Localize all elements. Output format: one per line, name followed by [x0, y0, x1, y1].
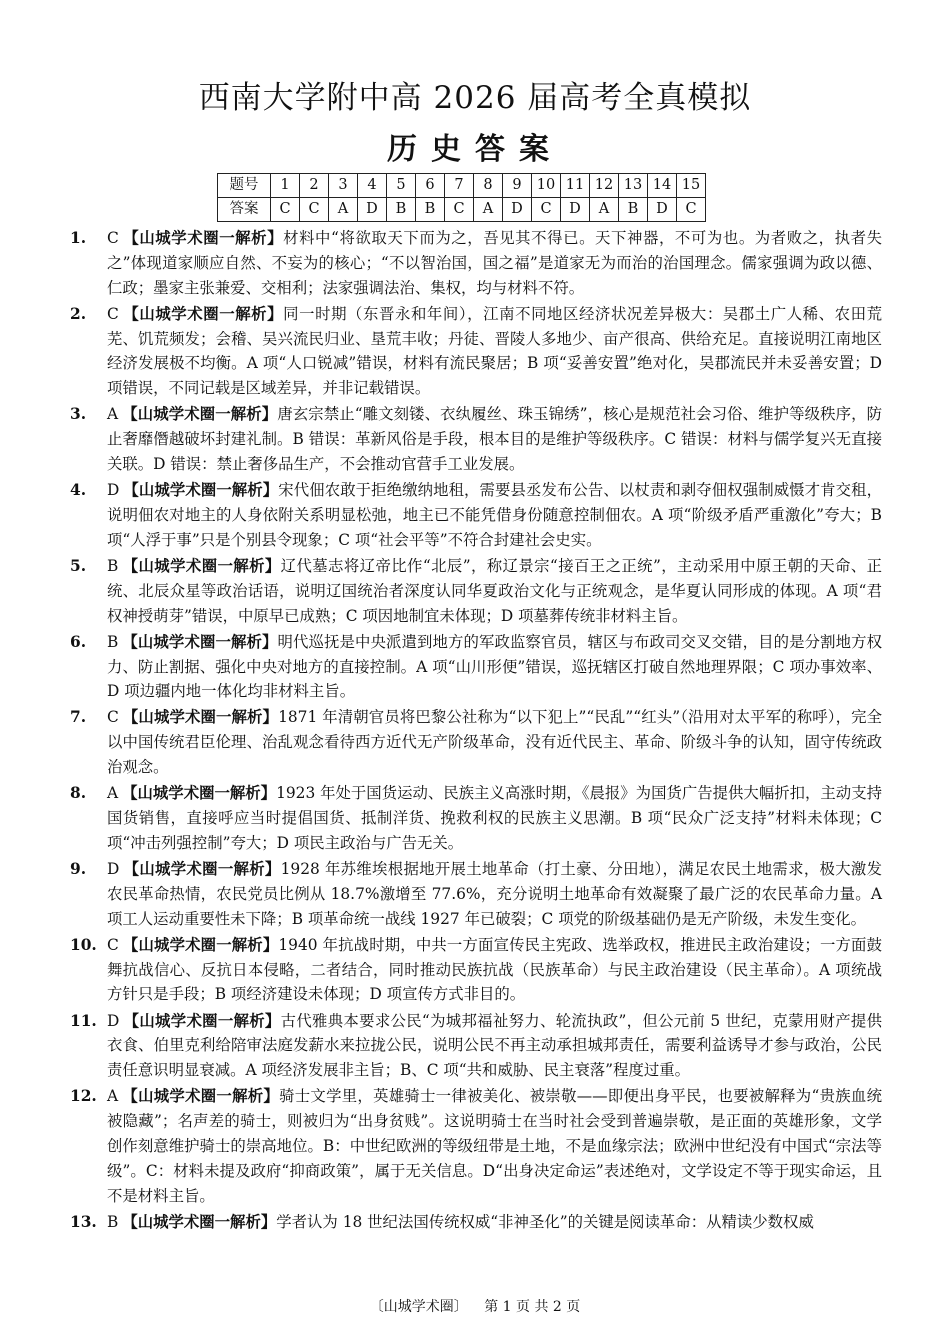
answer-table-answer-cell: D — [648, 198, 677, 222]
answer-table-number-cell: 4 — [358, 174, 387, 198]
answer-table-answer-cell: B — [619, 198, 648, 222]
answer-table-answer-cell: A — [474, 198, 503, 222]
explanation-text: 宋代佃农敢于拒绝缴纳地租，需要县丞发布公告、以杖责和剥夺佃权强制威慑才肯交租，说明佃农对地主的人身依附关系明显松弛，地主已不能凭借身份随意控制佃农。A 项“阶级矛盾严重激化”夸大；B 项“人浮于事”只是个别县令现象；C 项“社会平等”不符合封建社会史实。 — [107, 481, 882, 549]
answer-table-number-cell: 10 — [532, 174, 561, 198]
answer-table-answer-row — [218, 198, 706, 222]
answer-table-answer-cell: C — [445, 198, 474, 222]
explanation-tag: 【山城学术圈一解析】 — [122, 935, 279, 954]
explanation-number: 9. — [70, 860, 87, 879]
answer-table-answer-cell: C — [532, 198, 561, 222]
explanation-text: 材料中“将欲取天下而为之，吾见其不得已。天下神器，不可为也。为者败之，执者失之”体现道家顺应自然、不妄为的核心；“不以智治国，国之福”是道家无为而治的治国理念。儒家强调为政以德、仁政；墨家主张兼爱、交相利；法家强调法治、集权，均与材料不符。 — [107, 229, 882, 297]
explanation-text: 古代雅典本要求公民“为城邦福祉努力、轮流执政”，但公元前 5 世纪，克蒙用财产提供衣食、伯里克利给陪审法庭发薪水来拉拢公民，说明公民不再主动承担城邦责任，需要利益诱导才参与政治，公民责任意识明显衰减。A 项经济发展非主旨；B、C 项“共和威胁、民主衰落”程度过重。 — [107, 1011, 882, 1080]
explanation-number: 11. — [70, 1011, 97, 1030]
explanation-item — [70, 630, 882, 704]
explanation-tag: 【山城学术圈一解析】 — [122, 556, 281, 575]
explanation-item — [70, 1084, 882, 1208]
footer-source: 〔山城学术圈〕 — [369, 1299, 468, 1315]
explanation-text: 1923 年处于国货运动、民族主义高涨时期，《晨报》为国货广告提供大幅折扣，主动支持国货销售，直接呼应当时提倡国货、抵制洋货、挽救利权的民族主义思潮。B 项“民众广泛支持”材料未体现；C 项“冲击列强控制”夸大；D 项民主政治与广告无关。 — [107, 784, 882, 852]
answer-table-number-cell: 3 — [329, 174, 358, 198]
explanation-number: 8. — [70, 784, 87, 803]
explanation-answer: B — [107, 632, 119, 651]
explanation-tag: 【山城学术圈一解析】 — [123, 481, 279, 500]
answer-table-answer-cell: C — [271, 198, 300, 222]
explanation-tag: 【山城学术圈一解析】 — [122, 632, 278, 651]
explanation-answer: C — [107, 229, 119, 247]
explanation-item — [70, 554, 882, 628]
answer-table-number-cell: 12 — [590, 174, 619, 198]
explanation-item — [70, 478, 882, 552]
explanation-number: 13. — [70, 1212, 97, 1231]
explanation-text: 1928 年苏维埃根据地开展土地革命（打土豪、分田地），满足农民土地需求，极大激发农民革命热情，农民党员比例从 18.7%激增至 77.6%，充分说明土地革命有效凝聚了最广泛的农民革命力量。A 项工人运动重要性未下降；B 项革命统一战线 1927 年已破裂；C 项党的阶级基础仍是无产阶级，未发生变化。 — [107, 860, 882, 928]
explanation-tag: 【山城学术圈一解析】 — [122, 229, 284, 247]
explanation-tag: 【山城学术圈一解析】 — [122, 405, 278, 424]
explanation-number: 4. — [70, 481, 87, 500]
answer-table-answer-cell: D — [503, 198, 532, 222]
explanation-number: 1. — [70, 229, 87, 247]
explanation-text: 同一时期（东晋永和年间），江南不同地区经济状况差异极大：吴郡土广人稀、农田荒芜、饥荒频发；会稽、吴兴流民归业、垦荒丰收；丹徒、晋陵人多地少、亩产很高、供给充足。直接说明江南地区经济发展极不均衡。A 项“人口锐减”错误，材料有流民聚居；B 项“妥善安置”绝对化，吴郡流民并未妥善安置；D 项错误，不同记载是区域差异，并非记载错误。 — [107, 304, 882, 398]
explanation-item — [70, 1009, 882, 1083]
explanation-item — [70, 857, 882, 931]
explanation-tag: 【山城学术圈一解析】 — [122, 304, 284, 323]
explanation-number: 3. — [70, 405, 87, 424]
explanation-number: 7. — [70, 708, 87, 727]
explanation-text: 1871 年清朝官员将巴黎公社称为“以下犯上”“民乱”“红头”（沿用对太平军的称呼），完全以中国传统君臣伦理、治乱观念看待西方近代无产阶级革命，没有近代民主、革命、阶级斗争的认知，固守传统政治观念。 — [107, 708, 882, 777]
explanation-text: 唐玄宗禁止“雕文刻镂、衣纨履丝、珠玉锦绣”，核心是规范社会习俗、维护等级秩序，防止奢靡僭越破坏封建礼制。B 错误：革新风俗是手段，根本目的是维护等级秩序。C 错误：材料与儒学复兴无直接关联。D 错误：禁止奢侈品生产，不会推动官营手工业发展。 — [107, 405, 882, 473]
answer-table — [217, 173, 706, 222]
explanation-answer: A — [107, 784, 119, 803]
answer-table-number-label: 题号 — [218, 174, 271, 198]
answer-table-answer-cell: B — [387, 198, 416, 222]
explanation-item — [70, 781, 882, 855]
explanation-text: 辽代墓志将辽帝比作“北辰”，称辽景宗“接百王之正统”，主动采用中原王朝的天命、正统、北辰众星等政治话语，说明辽国统治者深度认同华夏政治文化与正统观念，是华夏认同形成的体现。A 项“君权神授萌芽”错误，中原早已成熟；C 项因地制宜未体现；D 项墓葬传统非材料主旨。 — [107, 556, 882, 625]
answer-table-number-cell: 14 — [648, 174, 677, 198]
explanation-number: 2. — [70, 304, 87, 323]
explanation-text: 骑士文学里，英雄骑士一律被美化、被崇敬——即便出身平民，也要被解释为“贵族血统被隐藏”；名声差的骑士，则被归为“出身贫贱”。这说明骑士在当时社会受到普遍崇敬，是正面的英雄形象，文学创作刻意维护骑士的崇高地位。B：中世纪欧洲的等级纽带是土地，不是血缘宗法；欧洲中世纪没有中国式“宗法等级”。C：材料未提及政府“抑商政策”，属于无关信息。D“出身决定命运”表述绝对，文学设定不等于现实命运，且不是材料主旨。 — [107, 1087, 882, 1205]
explanation-answer: A — [107, 405, 119, 424]
answer-table-number-cell: 8 — [474, 174, 503, 198]
answer-table-number-cell: 13 — [619, 174, 648, 198]
answer-table-number-cell: 2 — [300, 174, 329, 198]
explanation-answer: D — [107, 860, 120, 879]
page-footer — [0, 1296, 950, 1316]
explanation-item — [70, 402, 882, 476]
explanation-tag: 【山城学术圈一解析】 — [123, 1011, 281, 1030]
explanation-number: 12. — [70, 1087, 97, 1106]
explanation-number: 6. — [70, 632, 87, 651]
answer-table-number-cell: 11 — [561, 174, 590, 198]
explanation-tag: 【山城学术圈一解析】 — [123, 860, 281, 879]
answer-table-answer-cell: A — [329, 198, 358, 222]
answer-table-answer-cell: A — [590, 198, 619, 222]
explanation-item — [70, 302, 882, 401]
page-title: 西南大学附中高 2026 届高考全真模拟 — [198, 80, 752, 116]
explanation-answer: A — [107, 1087, 119, 1106]
answer-table-answer-cell: D — [358, 198, 387, 222]
explanation-item — [70, 1210, 882, 1235]
explanation-tag: 【山城学术圈一解析】 — [122, 1087, 280, 1106]
explanation-list — [70, 226, 882, 1235]
explanation-text: 明代巡抚是中央派遣到地方的军政监察官员，辖区与布政司交叉交错，目的是分割地方权力、防止割据、强化中央对地方的直接控制。A 项“山川形便”错误，巡抚辖区打破自然地理界限；C 项办事效率、D 项边疆内地一体化均非材料主旨。 — [107, 632, 882, 701]
answer-table-number-cell: 6 — [416, 174, 445, 198]
answer-table-number-cell: 15 — [677, 174, 706, 198]
explanation-text: 学者认为 18 世纪法国传统权威“非神圣化”的关键是阅读革命：从精读少数权威 — [276, 1212, 814, 1231]
explanation-number: 10. — [70, 935, 97, 954]
footer-page-number: 第 1 页 共 2 页 — [484, 1299, 581, 1315]
answer-table-answer-cell: C — [677, 198, 706, 222]
page-subtitle: 历史答案 — [387, 132, 563, 167]
explanation-answer: B — [107, 556, 119, 575]
answer-table-number-cell: 9 — [503, 174, 532, 198]
explanation-tag: 【山城学术圈一解析】 — [122, 1212, 277, 1231]
explanation-answer: D — [107, 1011, 120, 1030]
explanation-answer: B — [107, 1212, 119, 1231]
answer-table-answer-label: 答案 — [218, 198, 271, 222]
answer-table-answer-cell: D — [561, 198, 590, 222]
explanation-item — [70, 226, 882, 300]
explanation-answer: C — [107, 708, 119, 727]
answer-table-number-cell: 7 — [445, 174, 474, 198]
explanation-answer: D — [107, 481, 120, 500]
answer-table-answer-cell: C — [300, 198, 329, 222]
explanation-tag: 【山城学术圈一解析】 — [122, 784, 277, 803]
answer-table-number-cell: 5 — [387, 174, 416, 198]
answer-table-answer-cell: B — [416, 198, 445, 222]
explanation-text: 1940 年抗战时期，中共一方面宣传民主宪政、选举政权，推进民主政治建设；一方面鼓舞抗战信心、反抗日本侵略，二者结合，同时推动民族抗战（民族革命）与民主政治建设（民主革命）。A 项统战方针只是手段；B 项经济建设未体现；D 项宣传方式非目的。 — [107, 935, 882, 1004]
explanation-answer: C — [107, 304, 119, 323]
answer-table-number-cell: 1 — [271, 174, 300, 198]
answer-table-number-row — [218, 174, 706, 198]
explanation-tag: 【山城学术圈一解析】 — [122, 708, 279, 727]
explanation-number: 5. — [70, 556, 87, 575]
explanation-answer: C — [107, 935, 119, 954]
explanation-item — [70, 705, 882, 779]
explanation-item — [70, 933, 882, 1007]
